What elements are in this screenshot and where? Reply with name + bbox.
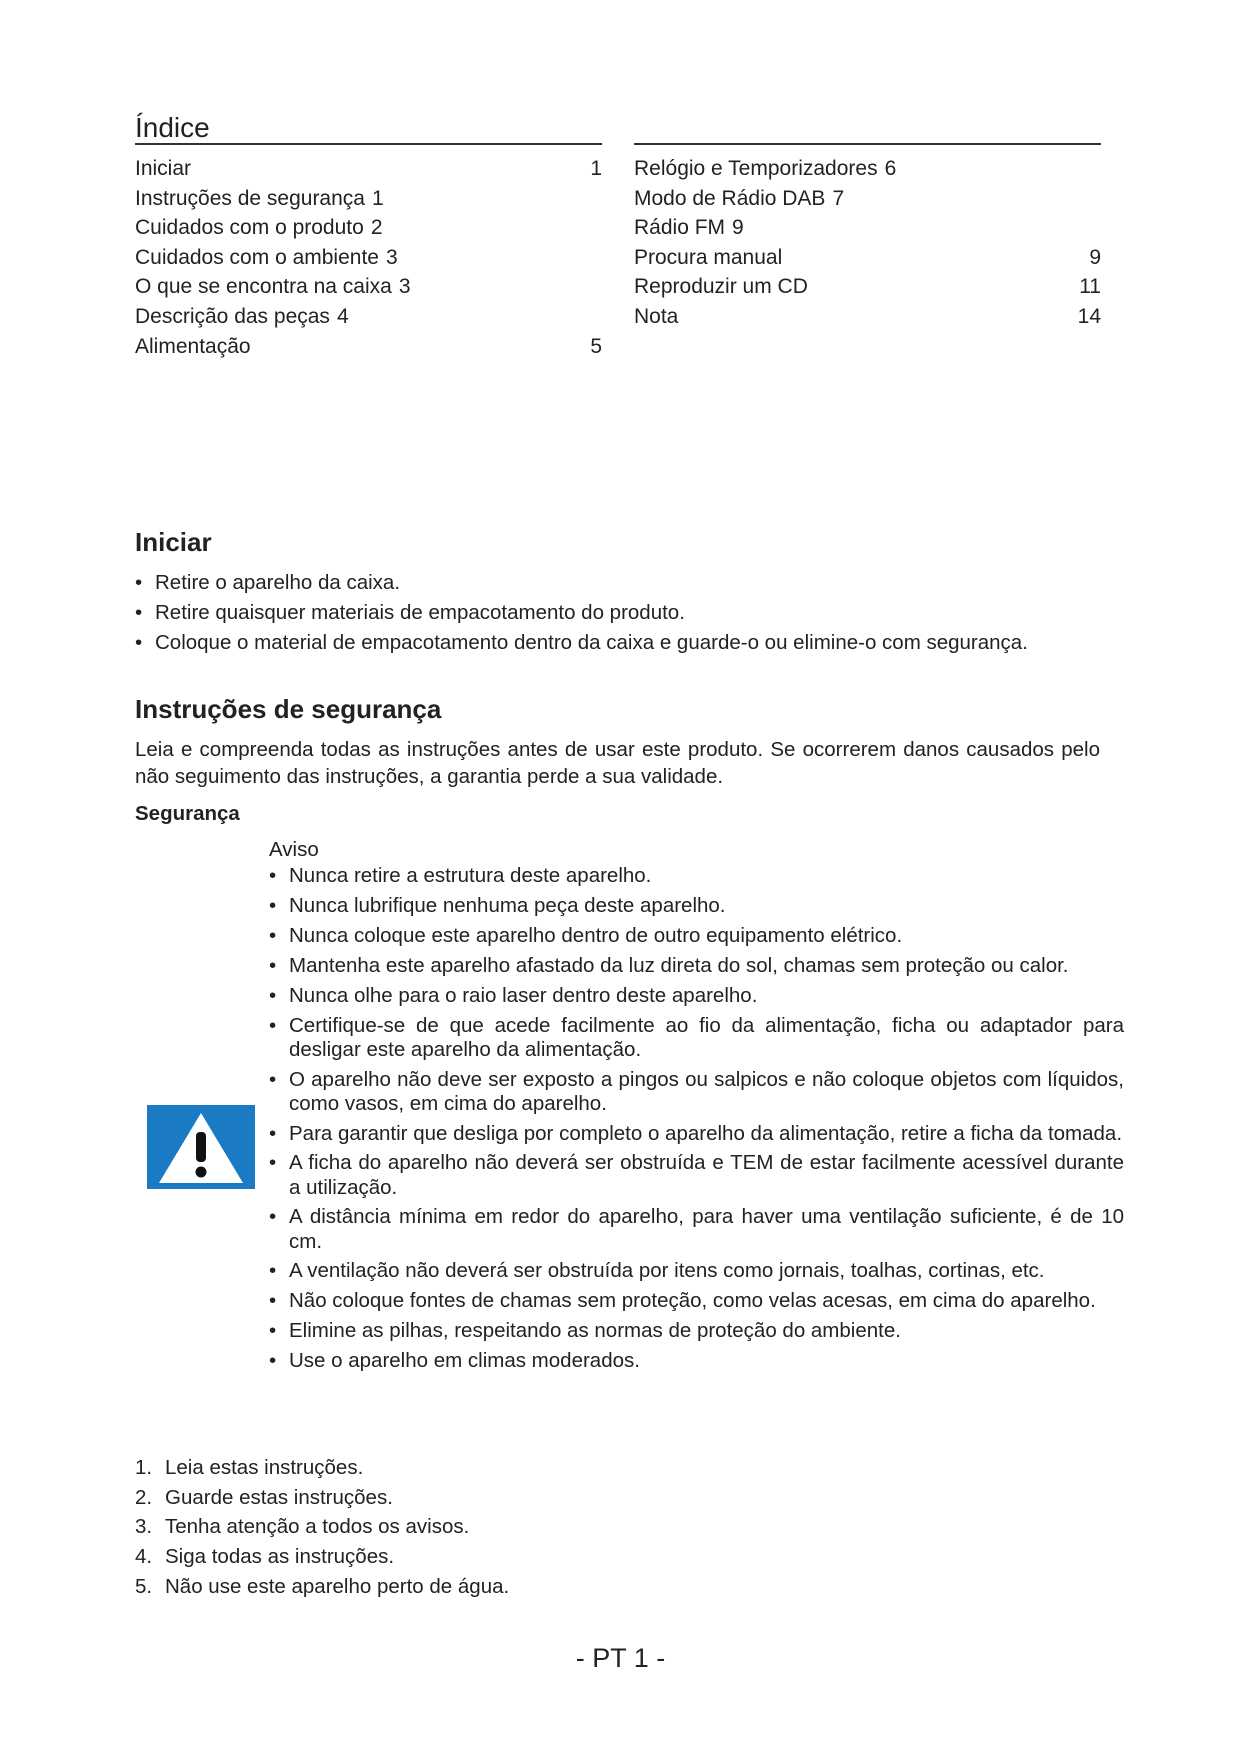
list-item: • A ficha do aparelho não deverá ser obstruída e TEM de estar facilmente acessível durante a utilização. xyxy=(269,1151,1124,1200)
list-item: 5. Não use este aparelho perto de água. xyxy=(135,1574,510,1598)
list-item: 1. Leia estas instruções. xyxy=(135,1456,364,1479)
list-item: • Para garantir que desliga por completo o aparelho da alimentação, retire a ficha da tomada. xyxy=(269,1122,1124,1147)
list-item: • Coloque o material de empacotamento dentro da caixa e guarde-o ou elimine-o com segurança. xyxy=(135,628,1135,658)
toc-entry: O que se encontra na caixa 3 xyxy=(135,275,411,299)
toc-entry: Iniciar 1 xyxy=(135,157,602,180)
list-item: 2. Guarde estas instruções. xyxy=(135,1485,393,1509)
list-item: • A ventilação não deverá ser obstruída por itens como jornais, toalhas, cortinas, etc. xyxy=(269,1259,1124,1284)
toc-right-column xyxy=(634,154,1101,332)
toc-left-column xyxy=(135,154,602,361)
toc-entry: Modo de Rádio DAB 7 xyxy=(634,186,845,210)
toc-entry: Nota 14 xyxy=(634,304,1101,328)
list-item: • Certifique-se de que acede facilmente ao fio da alimentação, ficha ou adaptador para desligar este aparelho da alimentação. xyxy=(269,1014,1124,1063)
iniciar-list xyxy=(135,568,1135,658)
toc-entry: Procura manual 9 xyxy=(634,245,1101,269)
list-item: • Use o aparelho em climas moderados. xyxy=(269,1349,1124,1374)
list-item: • Nunca olhe para o raio laser dentro deste aparelho. xyxy=(269,984,1124,1009)
safety-warning-list xyxy=(269,864,1124,1379)
toc-title: Índice xyxy=(135,112,210,143)
list-item: • Nunca lubrifique nenhuma peça deste aparelho. xyxy=(269,894,1124,919)
list-item: • Nunca coloque este aparelho dentro de outro equipamento elétrico. xyxy=(269,924,1124,949)
list-item: • Não coloque fontes de chamas sem proteção, como velas acesas, em cima do aparelho. xyxy=(269,1289,1124,1314)
section-title-iniciar: Iniciar xyxy=(135,527,212,557)
list-item: • Mantenha este aparelho afastado da luz direta do sol, chamas sem proteção ou calor. xyxy=(269,954,1124,979)
toc-divider-right xyxy=(634,143,1101,145)
list-item: • A distância mínima em redor do aparelho, para haver uma ventilação suficiente, é de 10 cm. xyxy=(269,1205,1124,1254)
list-item: • Retire quaisquer materiais de empacotamento do produto. xyxy=(135,598,1135,628)
toc-divider-left xyxy=(135,143,602,145)
toc-entry: Rádio FM 9 xyxy=(634,216,744,240)
list-item: 4. Siga todas as instruções. xyxy=(135,1545,395,1569)
page-number: - PT 1 - xyxy=(575,1643,666,1673)
list-item: • Nunca retire a estrutura deste aparelho. xyxy=(269,864,1124,889)
toc-entry: Descrição das peças 4 xyxy=(135,304,349,328)
list-item: 3. Tenha atenção a todos os avisos. xyxy=(135,1515,470,1539)
toc-entry: Cuidados com o ambiente 3 xyxy=(135,245,398,269)
toc-entry: Alimentação 5 xyxy=(135,334,602,358)
safety-numbered-list xyxy=(135,1453,509,1601)
list-item: • Elimine as pilhas, respeitando as normas de proteção do ambiente. xyxy=(269,1319,1124,1344)
warning-label: Aviso xyxy=(269,838,319,861)
safety-intro: Leia e compreenda todas as instruções antes de usar este produto. Se ocorrerem danos causados pelo não seguimento das instruções, a garantia perde a sua validade. xyxy=(135,738,1100,788)
toc-entry: Reproduzir um CD 11 xyxy=(634,275,1101,299)
toc-entry: Cuidados com o produto 2 xyxy=(135,216,383,240)
toc-entry: Instruções de segurança 1 xyxy=(135,186,384,210)
safety-subheading: Segurança xyxy=(135,802,240,825)
list-item: • O aparelho não deve ser exposto a pingos ou salpicos e não coloque objetos com líquidos, como vasos, em cima do aparelho. xyxy=(269,1068,1124,1117)
toc-entry: Relógio e Temporizadores 6 xyxy=(634,157,897,180)
section-title-safety: Instruções de segurança xyxy=(135,694,442,724)
warning-triangle-icon xyxy=(147,1105,255,1189)
list-item: • Retire o aparelho da caixa. xyxy=(135,568,1135,598)
